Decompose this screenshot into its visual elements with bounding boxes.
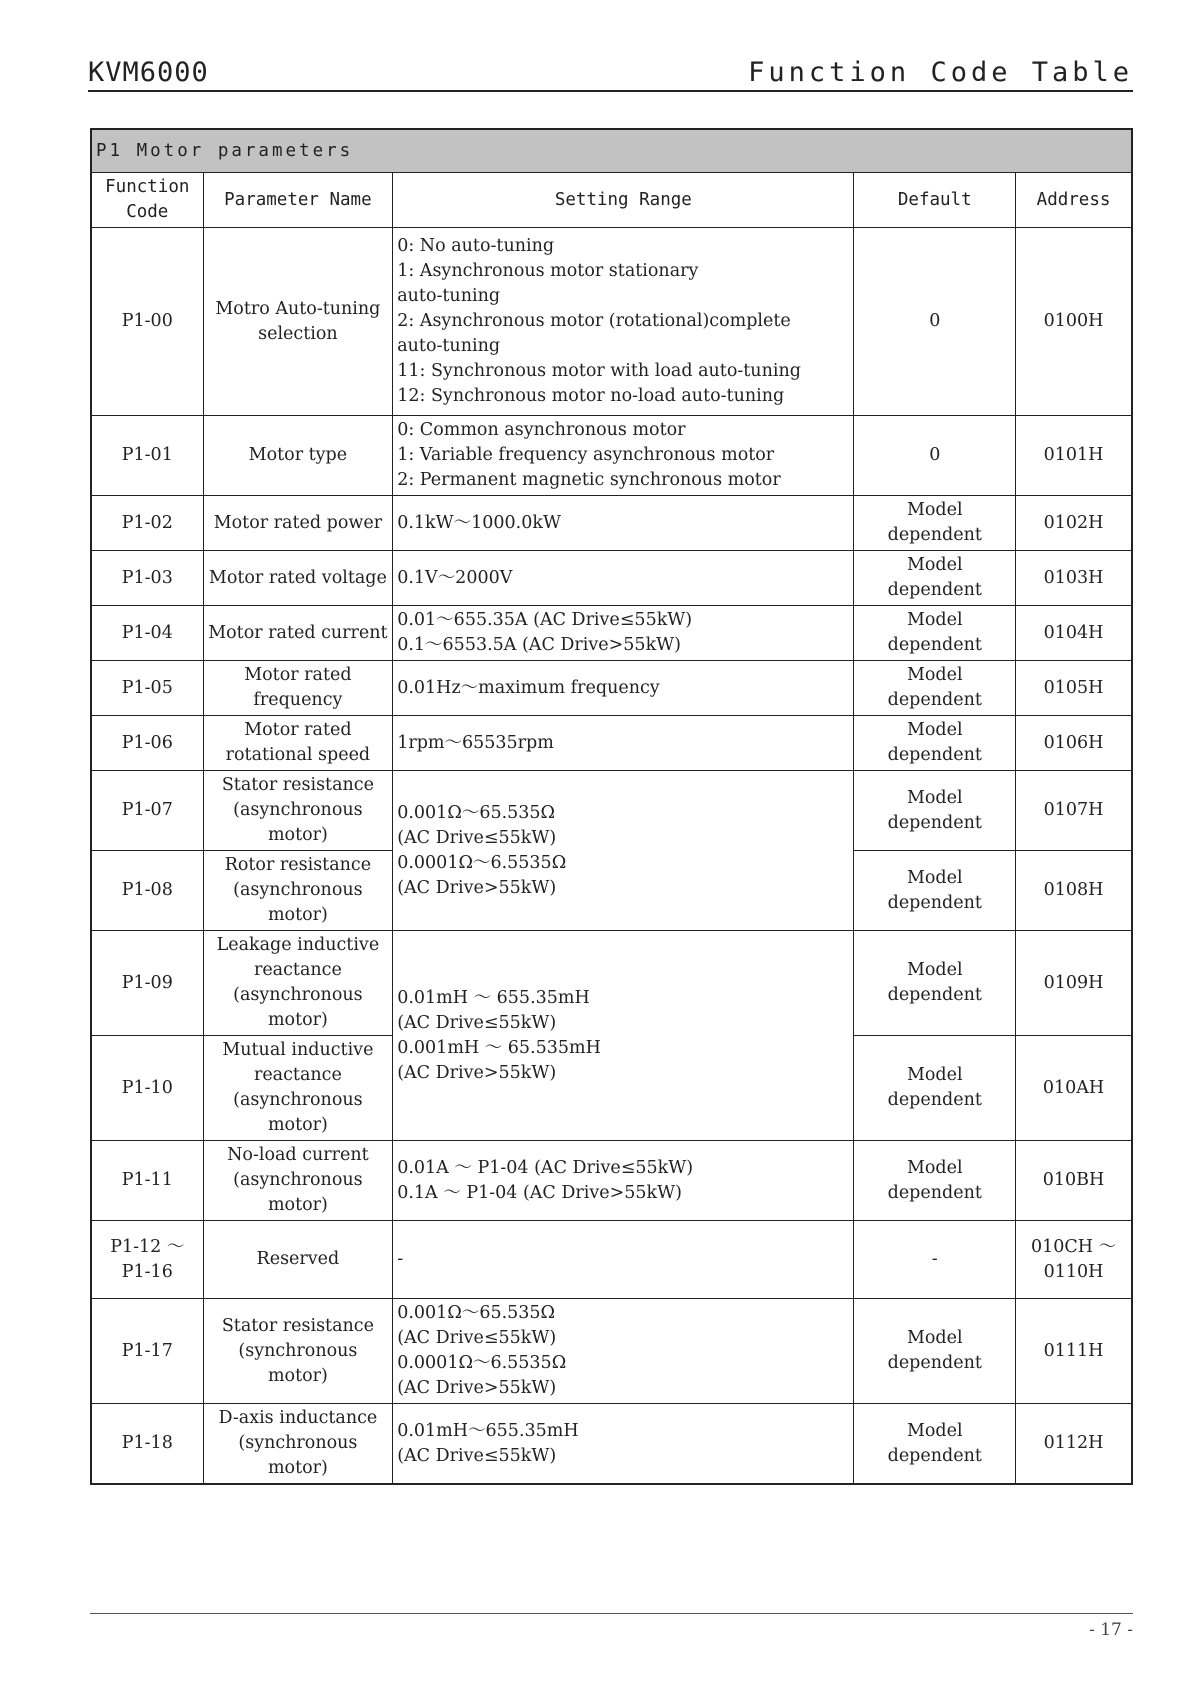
parameter-name: Motor rated rotational speed bbox=[203, 716, 393, 771]
default-value: Model dependent bbox=[854, 1299, 1016, 1404]
setting-range: 0.01mH～655.35mH (AC Drive≤55kW) bbox=[393, 1404, 854, 1485]
setting-range: 0.01A ～ P1-04 (AC Drive≤55kW) 0.1A ～ P1-04 (AC Drive>55kW) bbox=[393, 1141, 854, 1221]
table-row bbox=[91, 1221, 1132, 1299]
setting-range: 0.01mH ～ 655.35mH (AC Drive≤55kW) 0.001mH ～ 65.535mH (AC Drive>55kW) bbox=[393, 931, 854, 1141]
function-code: P1-01 bbox=[91, 416, 203, 496]
table-row bbox=[91, 1404, 1132, 1485]
function-code: P1-00 bbox=[91, 228, 203, 416]
setting-range: 0.1kW～1000.0kW bbox=[393, 496, 854, 551]
footer-divider bbox=[90, 1613, 1133, 1614]
table-row bbox=[91, 1299, 1132, 1404]
address: 0102H bbox=[1016, 496, 1132, 551]
table-row bbox=[91, 606, 1132, 661]
default-value: Model dependent bbox=[854, 931, 1016, 1036]
function-code: P1-11 bbox=[91, 1141, 203, 1221]
setting-range: 1rpm～65535rpm bbox=[393, 716, 854, 771]
parameter-name: Motor rated voltage bbox=[203, 551, 393, 606]
default-value: Model dependent bbox=[854, 551, 1016, 606]
default-value: Model dependent bbox=[854, 496, 1016, 551]
function-code: P1-06 bbox=[91, 716, 203, 771]
table-title: P1 Motor parameters bbox=[91, 129, 1132, 173]
table-row bbox=[91, 661, 1132, 716]
parameter-name: Rotor resistance (asynchronous motor) bbox=[203, 851, 393, 931]
col-header-code: Function Code bbox=[91, 173, 203, 228]
default-value: 0 bbox=[854, 416, 1016, 496]
address: 010BH bbox=[1016, 1141, 1132, 1221]
setting-range: 0.001Ω～65.535Ω (AC Drive≤55kW) 0.0001Ω～6.5535Ω (AC Drive>55kW) bbox=[393, 1299, 854, 1404]
setting-range: 0: No auto-tuning 1: Asynchronous motor stationary auto-tuning 2: Asynchronous motor (rotational)complete auto-tuning 11: Synchronous motor with load auto-tuning 12: Synchronous motor no-load auto-tuning bbox=[393, 228, 854, 416]
default-value: Model dependent bbox=[854, 1404, 1016, 1485]
address: 0111H bbox=[1016, 1299, 1132, 1404]
page-header bbox=[88, 56, 1133, 92]
col-header-name: Parameter Name bbox=[203, 173, 393, 228]
table-row bbox=[91, 931, 1132, 1036]
parameter-name: No-load current (asynchronous motor) bbox=[203, 1141, 393, 1221]
parameter-name: Motor rated frequency bbox=[203, 661, 393, 716]
function-code: P1-07 bbox=[91, 771, 203, 851]
parameter-name: Stator resistance (synchronous motor) bbox=[203, 1299, 393, 1404]
address: 010AH bbox=[1016, 1036, 1132, 1141]
default-value: Model dependent bbox=[854, 606, 1016, 661]
setting-range: 0.001Ω～65.535Ω (AC Drive≤55kW) 0.0001Ω～6.5535Ω (AC Drive>55kW) bbox=[393, 771, 854, 931]
address: 0112H bbox=[1016, 1404, 1132, 1485]
default-value: 0 bbox=[854, 228, 1016, 416]
default-value: Model dependent bbox=[854, 716, 1016, 771]
address: 010CH ～ 0110H bbox=[1016, 1221, 1132, 1299]
default-value: - bbox=[854, 1221, 1016, 1299]
parameter-name: D-axis inductance (synchronous motor) bbox=[203, 1404, 393, 1485]
setting-range: 0.01Hz～maximum frequency bbox=[393, 661, 854, 716]
address: 0101H bbox=[1016, 416, 1132, 496]
setting-range: - bbox=[393, 1221, 854, 1299]
default-value: Model dependent bbox=[854, 1036, 1016, 1141]
function-code: P1-17 bbox=[91, 1299, 203, 1404]
address: 0108H bbox=[1016, 851, 1132, 931]
function-code: P1-05 bbox=[91, 661, 203, 716]
address: 0107H bbox=[1016, 771, 1132, 851]
setting-range: 0.1V～2000V bbox=[393, 551, 854, 606]
section-title: Function Code Table bbox=[748, 57, 1133, 88]
address: 0106H bbox=[1016, 716, 1132, 771]
default-value: Model dependent bbox=[854, 851, 1016, 931]
parameter-name: Motro Auto-tuning selection bbox=[203, 228, 393, 416]
product-name: KVM6000 bbox=[88, 57, 209, 88]
table-header-row bbox=[91, 173, 1132, 228]
parameter-name: Motor rated current bbox=[203, 606, 393, 661]
parameter-name: Mutual inductive reactance (asynchronous motor) bbox=[203, 1036, 393, 1141]
table-row bbox=[91, 716, 1132, 771]
setting-range: 0.01～655.35A (AC Drive≤55kW) 0.1～6553.5A (AC Drive>55kW) bbox=[393, 606, 854, 661]
address: 0103H bbox=[1016, 551, 1132, 606]
default-value: Model dependent bbox=[854, 661, 1016, 716]
table-row bbox=[91, 228, 1132, 416]
table-row bbox=[91, 551, 1132, 606]
function-code: P1-12 ～ P1-16 bbox=[91, 1221, 203, 1299]
function-code: P1-03 bbox=[91, 551, 203, 606]
address: 0105H bbox=[1016, 661, 1132, 716]
col-header-address: Address bbox=[1016, 173, 1132, 228]
table-row bbox=[91, 416, 1132, 496]
address: 0104H bbox=[1016, 606, 1132, 661]
parameter-name: Motor type bbox=[203, 416, 393, 496]
parameter-name: Leakage inductive reactance (asynchronous motor) bbox=[203, 931, 393, 1036]
address: 0100H bbox=[1016, 228, 1132, 416]
parameter-name: Stator resistance (asynchronous motor) bbox=[203, 771, 393, 851]
function-code: P1-10 bbox=[91, 1036, 203, 1141]
function-code: P1-04 bbox=[91, 606, 203, 661]
col-header-default: Default bbox=[854, 173, 1016, 228]
table-row bbox=[91, 1141, 1132, 1221]
page-number: - 17 - bbox=[1089, 1620, 1133, 1640]
function-code: P1-02 bbox=[91, 496, 203, 551]
function-code: P1-18 bbox=[91, 1404, 203, 1485]
col-header-range: Setting Range bbox=[393, 173, 854, 228]
setting-range: 0: Common asynchronous motor 1: Variable frequency asynchronous motor 2: Permanent magnetic synchronous motor bbox=[393, 416, 854, 496]
table-row bbox=[91, 496, 1132, 551]
default-value: Model dependent bbox=[854, 771, 1016, 851]
table-row bbox=[91, 771, 1132, 851]
motor-parameters-table bbox=[90, 128, 1133, 1485]
function-code: P1-08 bbox=[91, 851, 203, 931]
function-code: P1-09 bbox=[91, 931, 203, 1036]
parameter-name: Motor rated power bbox=[203, 496, 393, 551]
address: 0109H bbox=[1016, 931, 1132, 1036]
parameter-name: Reserved bbox=[203, 1221, 393, 1299]
default-value: Model dependent bbox=[854, 1141, 1016, 1221]
